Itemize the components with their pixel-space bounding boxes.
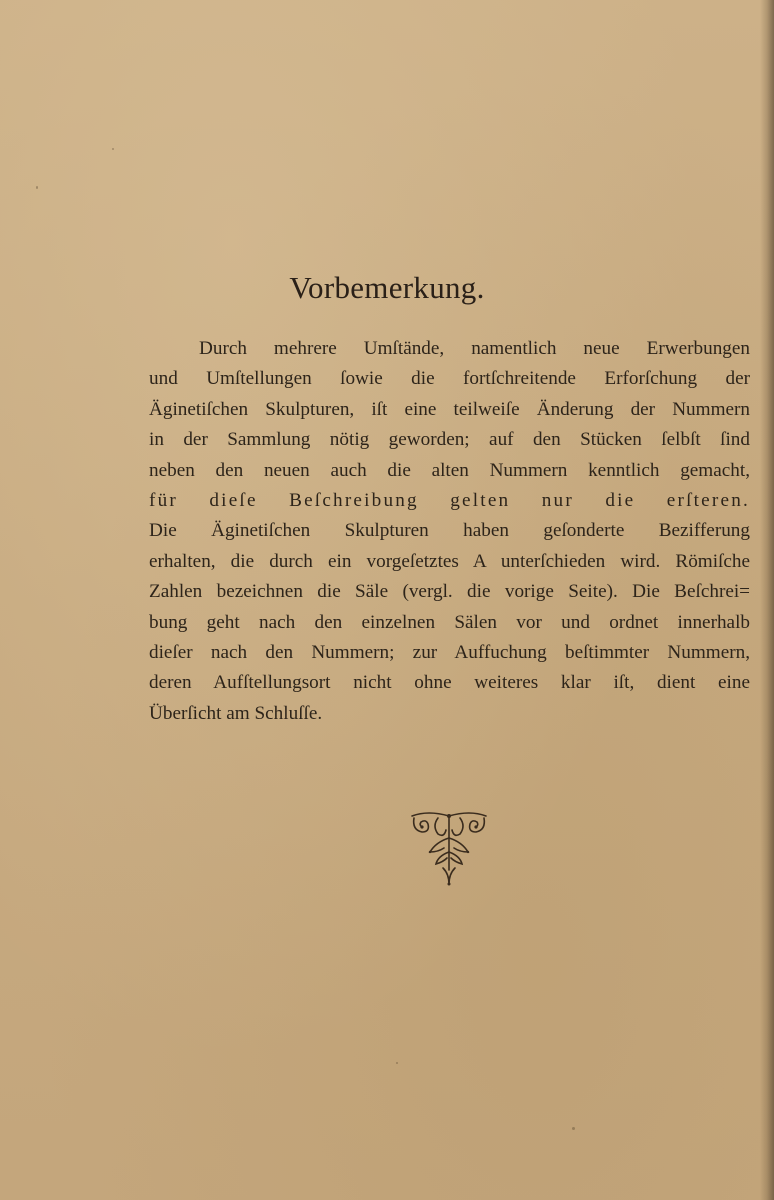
paper-speck [112,148,114,150]
paragraph-line: Überſicht am Schluſſe. [149,702,323,724]
paragraph-line-emphasized: für dieſe Beſchreibung gelten nur die erſteren. [149,489,750,511]
paragraph-line: neben den neuen auch die alten Nummern kenntlich gemacht, [149,459,750,481]
paragraph-line: in der Sammlung nötig geworden; auf den Stücken ſelbſt ſind [149,429,750,451]
paragraph-line: Äginetiſchen Skulpturen, iſt eine teilweiſe Änderung der Nummern [149,398,750,420]
paper-speck [396,1062,398,1064]
paragraph-line: erhalten, die durch ein vorgeſetztes A unterſchieden wird. Römiſche [149,550,750,572]
page-title: Vorbemerkung. [289,270,485,305]
paragraph-line: dieſer nach den Nummern; zur Auffuchung beſtimmter Nummern, [149,641,750,663]
paragraph-line: Durch mehrere Umſtände, namentlich neue Erwerbungen [199,338,750,359]
paper-speck [36,186,38,189]
paragraph-line: Die Äginetiſchen Skulpturen haben geſonderte Bezifferung [149,520,750,542]
paragraph-line: und Umſtellungen ſowie die fortſchreitende Erforſchung der [149,368,750,390]
paper-speck [572,1127,575,1130]
preface-paragraph [149,334,750,729]
paragraph-line: bung geht nach den einzelnen Sälen vor und ordnet innerhalb [149,611,750,633]
page-edge-shadow [760,0,774,1200]
paragraph-line: Zahlen bezeichnen die Säle (vergl. die vorige Seite). Die Beſchrei= [149,581,750,603]
fleuron-ornament-icon [408,808,490,888]
paragraph-line: deren Aufſtellungsort nicht ohne weiteres klar iſt, dient eine [149,672,750,694]
